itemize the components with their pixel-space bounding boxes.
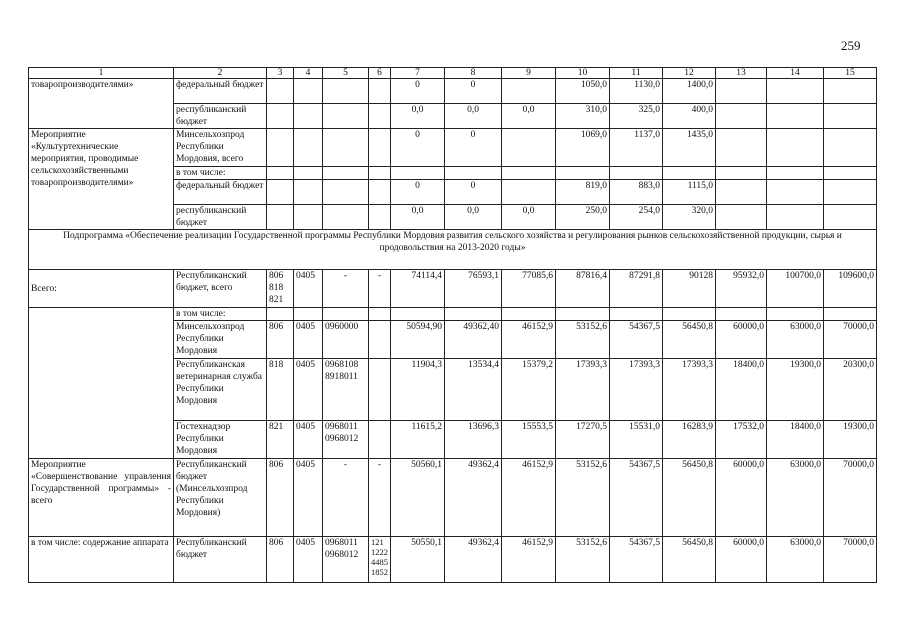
column-number: 3: [267, 68, 294, 79]
value-cell: 883,0: [610, 180, 663, 205]
column-number-row: [29, 68, 877, 79]
column-number: 6: [369, 68, 391, 79]
value-cell: 17393,3: [663, 359, 716, 421]
ministry-code: 818: [269, 283, 284, 293]
column-number: 11: [610, 68, 663, 79]
value-cell: 53152,6: [556, 459, 610, 537]
expense-code: 121: [371, 537, 384, 547]
funding-source: Республиканский бюджет (Минсельхозпрод Республики Мордовия): [174, 459, 267, 537]
ministry-code: 806: [267, 321, 294, 359]
value-cell: 63000,0: [767, 321, 824, 359]
value-cell: 49362,40: [445, 321, 502, 359]
target-code: -: [323, 459, 369, 537]
expense-code: -: [369, 270, 391, 308]
value-cell: 56450,8: [663, 321, 716, 359]
value-cell: 0: [391, 180, 445, 205]
funding-source: Республиканская ветеринарная служба Республики Мордовия: [174, 359, 267, 421]
value-cell: 0,0: [391, 104, 445, 129]
value-cell: 63000,0: [767, 537, 824, 583]
value-cell: 60000,0: [716, 321, 767, 359]
value-cell: 17532,0: [716, 421, 767, 459]
table-row: [29, 308, 877, 321]
value-cell: 0,0: [502, 205, 556, 230]
ministry-code: 821: [267, 421, 294, 459]
target-code: 0968108: [325, 360, 359, 370]
value-cell: 11904,3: [391, 359, 445, 421]
expense-code: -: [369, 459, 391, 537]
table-row: [29, 537, 877, 583]
funding-source: Республиканский бюджет, всего: [174, 270, 267, 308]
value-cell: 70000,0: [824, 321, 877, 359]
expense-code: 1222: [371, 547, 388, 557]
value-cell: 50594,90: [391, 321, 445, 359]
ministry-codes: [267, 270, 294, 308]
value-cell: 250,0: [556, 205, 610, 230]
value-cell: 17393,3: [610, 359, 663, 421]
value-cell: 53152,6: [556, 321, 610, 359]
value-cell: 54367,5: [610, 321, 663, 359]
value-cell: 74114,4: [391, 270, 445, 308]
funding-source: федеральный бюджет: [174, 180, 267, 205]
value-cell: 1115,0: [663, 180, 716, 205]
funding-source: республиканский бюджет: [174, 205, 267, 230]
budget-table: [28, 67, 877, 583]
target-codes: [323, 359, 369, 421]
value-cell: 310,0: [556, 104, 610, 129]
value-cell: 56450,8: [663, 459, 716, 537]
column-number: 1: [29, 68, 174, 79]
value-cell: 325,0: [610, 104, 663, 129]
funding-source: в том числе:: [174, 308, 267, 321]
target-code: 0960000: [323, 321, 369, 359]
subprogram-title: Подпрограмма «Обеспечение реализации Государственной программы Республики Мордовия развития сельского хозяйства и регулирования рынков сельскохозяйственной продукции, сырья и продовольствия на 2013-2020 годы»: [29, 230, 877, 270]
funding-source: Минсельхозпрод Республики Мордовия: [174, 321, 267, 359]
section-code: 0405: [294, 359, 323, 421]
value-cell: 17393,3: [556, 359, 610, 421]
value-cell: 0: [445, 79, 502, 104]
target-code: 0968012: [325, 434, 359, 444]
value-cell: 46152,9: [502, 459, 556, 537]
section-code: 0405: [294, 421, 323, 459]
value-cell: 56450,8: [663, 537, 716, 583]
value-cell: 46152,9: [502, 321, 556, 359]
value-cell: 19300,0: [824, 421, 877, 459]
table-row: [29, 459, 877, 537]
value-cell: 0: [391, 79, 445, 104]
expense-codes: [369, 537, 391, 583]
funding-source: Республиканский бюджет: [174, 537, 267, 583]
value-cell: 70000,0: [824, 459, 877, 537]
section-code: 0405: [294, 459, 323, 537]
value-cell: 13534,4: [445, 359, 502, 421]
column-number: 9: [502, 68, 556, 79]
measure-name: Мероприятие «Совершенствование управления Государственной программы» - всего: [29, 459, 174, 537]
funding-source: в том числе:: [174, 167, 267, 180]
value-cell: 1400,0: [663, 79, 716, 104]
funding-source: республиканский бюджет: [174, 104, 267, 129]
expense-code: 1852: [371, 567, 388, 577]
column-number: 12: [663, 68, 716, 79]
measure-name: Мероприятие «Культуртехнические мероприятия, проводимые сельскохозяйственными товаропроизводителями»: [29, 129, 174, 230]
value-cell: 20300,0: [824, 359, 877, 421]
value-cell: 63000,0: [767, 459, 824, 537]
ministry-code: 806: [269, 271, 284, 281]
measure-name: Всего:: [29, 270, 174, 308]
value-cell: 60000,0: [716, 537, 767, 583]
value-cell: 50560,1: [391, 459, 445, 537]
value-cell: 49362,4: [445, 459, 502, 537]
value-cell: 76593,1: [445, 270, 502, 308]
value-cell: 254,0: [610, 205, 663, 230]
page-number: 259: [841, 38, 861, 53]
value-cell: 87291,8: [610, 270, 663, 308]
value-cell: 18400,0: [767, 421, 824, 459]
funding-source: Гостехнадзор Республики Мордовия: [174, 421, 267, 459]
value-cell: 109600,0: [824, 270, 877, 308]
target-codes: [323, 537, 369, 583]
target-code: 0968011: [325, 538, 358, 548]
section-code: 0405: [294, 537, 323, 583]
column-number: 10: [556, 68, 610, 79]
table-row: [29, 79, 877, 104]
measure-name: в том числе: содержание аппарата: [29, 537, 174, 583]
column-number: 2: [174, 68, 267, 79]
value-cell: 50550,1: [391, 537, 445, 583]
section-code: 0405: [294, 321, 323, 359]
ministry-code: 818: [267, 359, 294, 421]
value-cell: 16283,9: [663, 421, 716, 459]
value-cell: 1435,0: [663, 129, 716, 167]
target-codes: [323, 421, 369, 459]
value-cell: 49362,4: [445, 537, 502, 583]
measure-name: товаропроизводителями»: [29, 79, 174, 129]
ministry-code: 806: [267, 459, 294, 537]
value-cell: 70000,0: [824, 537, 877, 583]
target-code: 8918011: [325, 372, 358, 382]
subprogram-row: [29, 230, 877, 270]
value-cell: 1130,0: [610, 79, 663, 104]
value-cell: 400,0: [663, 104, 716, 129]
funding-source: федеральный бюджет: [174, 79, 267, 104]
value-cell: 320,0: [663, 205, 716, 230]
value-cell: 60000,0: [716, 459, 767, 537]
funding-source: Минсельхозпрод Республики Мордовия, всего: [174, 129, 267, 167]
table-row: [29, 270, 877, 308]
value-cell: 0: [445, 129, 502, 167]
value-cell: 0: [391, 129, 445, 167]
value-cell: 15531,0: [610, 421, 663, 459]
value-cell: 11615,2: [391, 421, 445, 459]
target-code: 0968012: [325, 550, 359, 560]
target-code: -: [323, 270, 369, 308]
column-number: 8: [445, 68, 502, 79]
value-cell: 0: [445, 180, 502, 205]
column-number: 15: [824, 68, 877, 79]
value-cell: 15553,5: [502, 421, 556, 459]
value-cell: 90128: [663, 270, 716, 308]
column-number: 13: [716, 68, 767, 79]
value-cell: 1050,0: [556, 79, 610, 104]
value-cell: 87816,4: [556, 270, 610, 308]
column-number: 5: [323, 68, 369, 79]
value-cell: 0,0: [445, 205, 502, 230]
value-cell: 17270,5: [556, 421, 610, 459]
ministry-code: 806: [267, 537, 294, 583]
value-cell: 95932,0: [716, 270, 767, 308]
value-cell: 46152,9: [502, 537, 556, 583]
value-cell: 15379,2: [502, 359, 556, 421]
value-cell: 1069,0: [556, 129, 610, 167]
value-cell: 100700,0: [767, 270, 824, 308]
value-cell: 819,0: [556, 180, 610, 205]
value-cell: 0,0: [502, 104, 556, 129]
value-cell: 54367,5: [610, 537, 663, 583]
value-cell: 18400,0: [716, 359, 767, 421]
column-number: 4: [294, 68, 323, 79]
table-row: [29, 129, 877, 167]
value-cell: 0,0: [445, 104, 502, 129]
value-cell: 1137,0: [610, 129, 663, 167]
section-code: 0405: [294, 270, 323, 308]
value-cell: 19300,0: [767, 359, 824, 421]
value-cell: 77085,6: [502, 270, 556, 308]
ministry-code: 821: [269, 295, 284, 305]
target-code: 0968011: [325, 422, 358, 432]
column-number: 14: [767, 68, 824, 79]
value-cell: 54367,5: [610, 459, 663, 537]
column-number: 7: [391, 68, 445, 79]
value-cell: 13696,3: [445, 421, 502, 459]
value-cell: 0,0: [391, 205, 445, 230]
expense-code: 4485: [371, 557, 388, 567]
value-cell: 53152,6: [556, 537, 610, 583]
